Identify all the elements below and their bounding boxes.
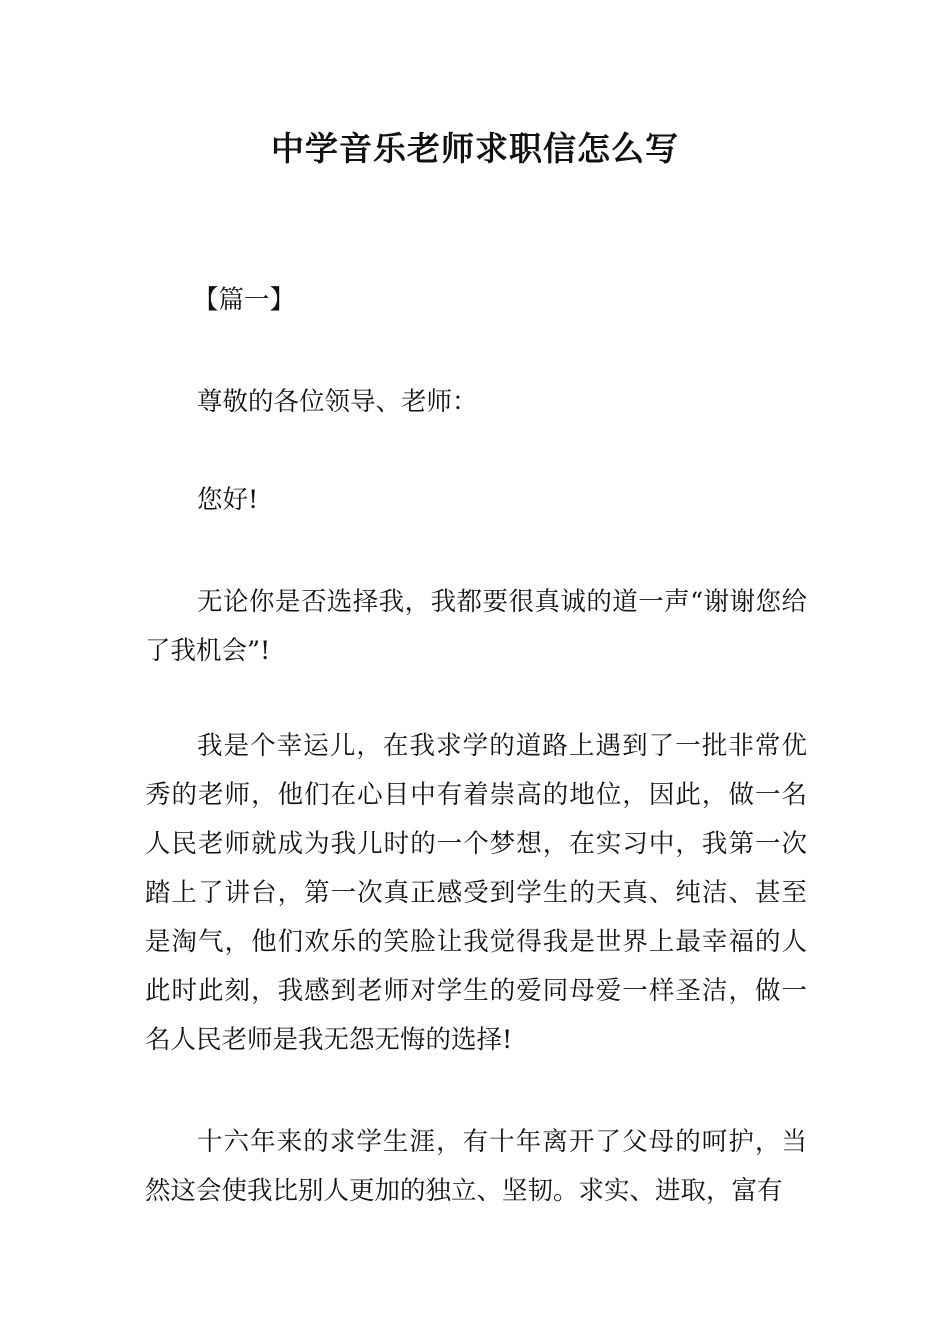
paragraph-1: 无论你是否选择我，我都要很真诚的道一声“谢谢您给了我机会”! <box>145 587 807 666</box>
greeting: 您好! <box>197 485 259 515</box>
document-title: 中学音乐老师求职信怎么写 <box>271 129 679 168</box>
paragraph-3: 十六年来的求学生涯，有十年离开了父母的呵护，当然这会使我比别人更加的独立、坚韧。求实、进取，富有 <box>145 1127 807 1206</box>
section-label: 【篇一】 <box>193 285 296 315</box>
paragraph-2: 我是个幸运儿，在我求学的道路上遇到了一批非常优秀的老师，他们在心目中有着崇高的地位，因此，做一名人民老师就成为我儿时的一个梦想，在实习中，我第一次踏上了讲台，第一次真正感受到学生的天真、纯洁、甚至是淘气，他们欢乐的笑脸让我觉得我是世界上最幸福的人此时此刻，我感到老师对学生的爱同母爱一样圣洁，做一名人民老师是我无怨无悔的选择! <box>145 731 807 1055</box>
salutation: 尊敬的各位领导、老师： <box>197 387 478 417</box>
